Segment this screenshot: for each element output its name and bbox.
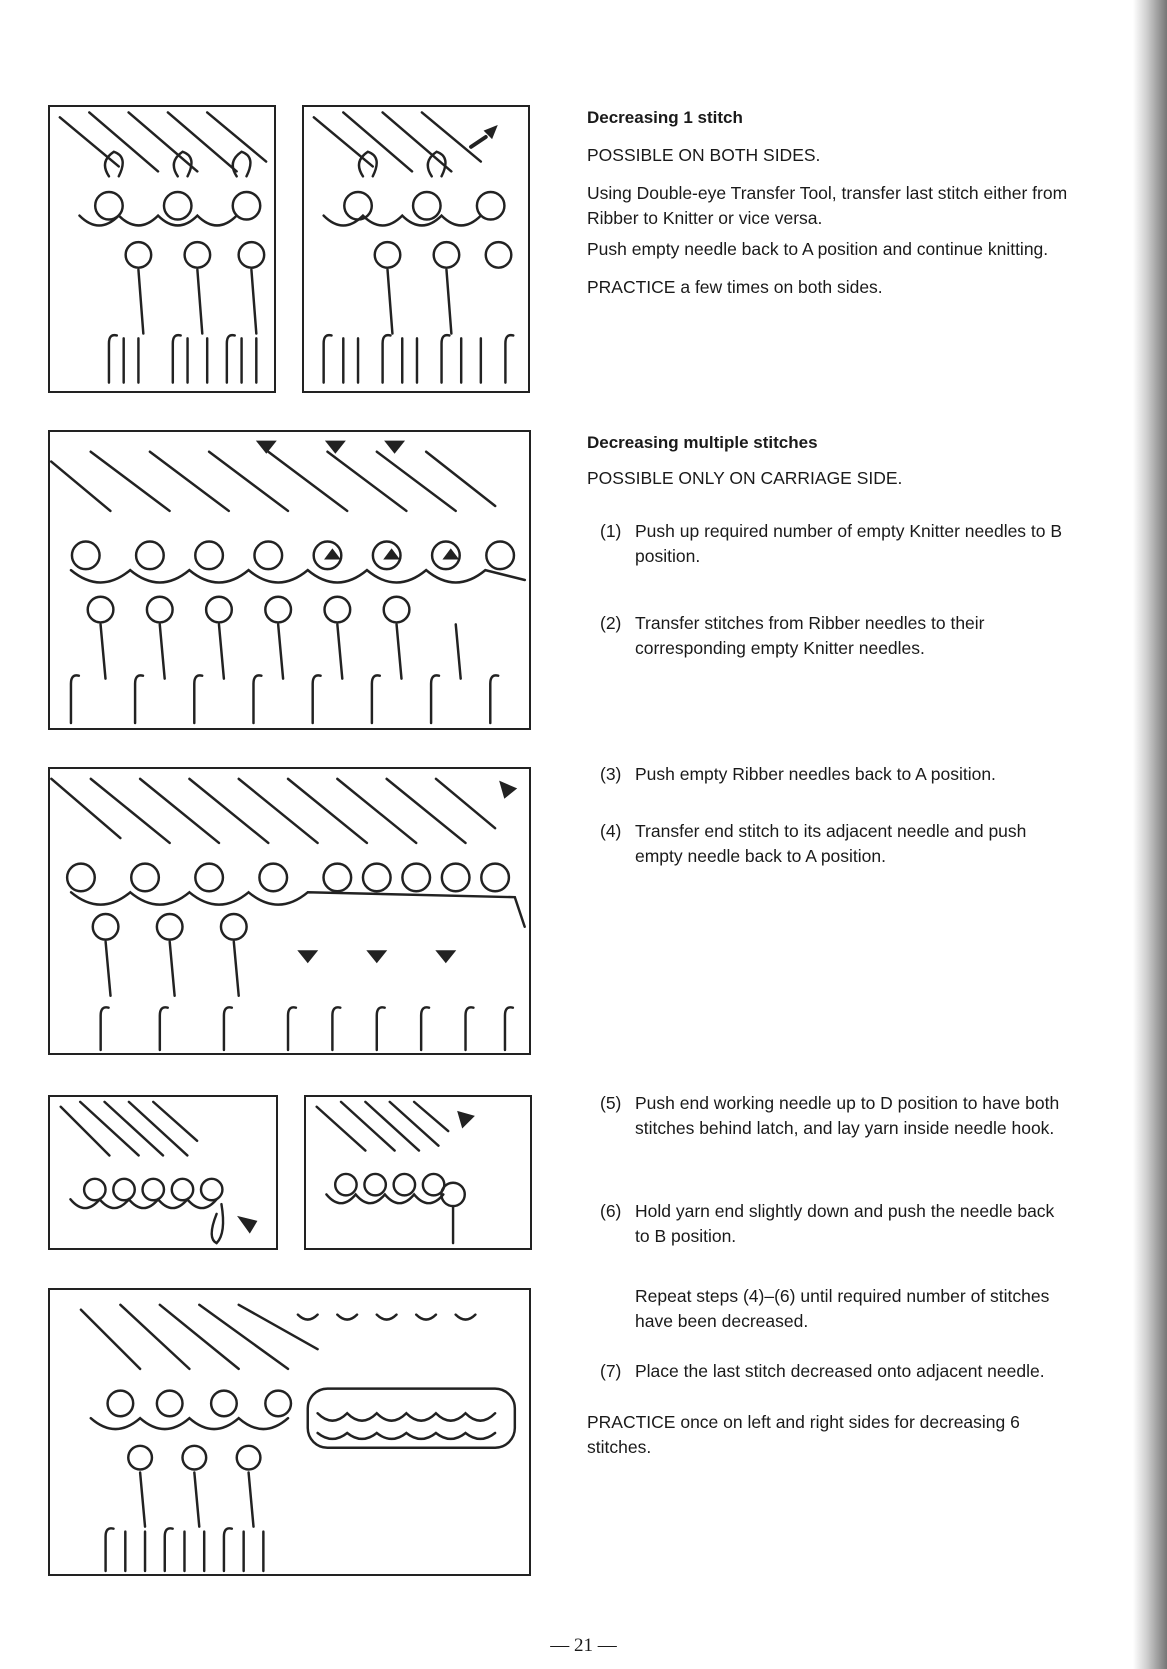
repeat-note — [600, 1284, 1072, 1334]
section-decreasing-multiple-stitches — [587, 430, 1072, 491]
repeat-note-text: Repeat steps (4)–(6) until required number of stitches have been decreased. — [635, 1286, 1050, 1331]
step-text: Push up required number of empty Knitter needles to B position. — [635, 521, 1063, 566]
knitting-illustration-icon — [306, 1097, 530, 1248]
step-number: (4) — [600, 821, 622, 841]
section1-para1: Using Double-eye Transfer Tool, transfer last stitch either from Ribber to Knitter or vice versa. — [587, 183, 1068, 228]
step-text: Transfer end stitch to its adjacent needle and push empty needle back to A position. — [635, 821, 1027, 866]
section1-para3: PRACTICE a few times on both sides. — [587, 277, 883, 297]
knitting-illustration-icon — [50, 432, 529, 728]
section1-subheading: POSSIBLE ON BOTH SIDES. — [587, 145, 821, 165]
step-text: Hold yarn end slightly down and push the needle back to B position. — [635, 1201, 1055, 1246]
step-7 — [600, 1359, 1072, 1384]
step-number: (1) — [600, 521, 622, 541]
step-text: Push empty Ribber needles back to A position. — [635, 764, 996, 784]
figure-decrease-multiple-step-1-2 — [48, 430, 531, 730]
page-edge-shadow — [1133, 0, 1167, 1669]
step-2 — [600, 611, 1072, 661]
section2-practice: PRACTICE once on left and right sides for decreasing 6 stitches. — [587, 1412, 1020, 1457]
section1-para2: Push empty needle back to A position and continue knitting. — [587, 239, 1049, 259]
section2-heading: Decreasing multiple stitches — [587, 433, 818, 452]
figure-decrease-step-7 — [48, 1288, 531, 1576]
step-text: Push end working needle up to D position to have both stitches behind latch, and lay yarn inside needle hook. — [635, 1093, 1060, 1138]
section-decreasing-1-stitch — [587, 105, 1072, 300]
step-number: (5) — [600, 1093, 622, 1113]
knitting-illustration-icon — [50, 107, 274, 391]
step-6 — [600, 1199, 1072, 1249]
step-number: (2) — [600, 613, 622, 633]
step-number: (7) — [600, 1361, 622, 1381]
step-4 — [600, 819, 1072, 869]
figure-decrease-1-knitter — [48, 105, 276, 393]
figure-decrease-step-5 — [48, 1095, 278, 1250]
section2-subheading: POSSIBLE ONLY ON CARRIAGE SIDE. — [587, 468, 903, 488]
step-text: Transfer stitches from Ribber needles to their corresponding empty Knitter needles. — [635, 613, 985, 658]
knitting-illustration-icon — [50, 1290, 529, 1574]
step-number: (6) — [600, 1201, 622, 1221]
figure-decrease-multiple-step-3-4 — [48, 767, 531, 1055]
knitting-illustration-icon — [50, 1097, 276, 1248]
step-1 — [600, 519, 1072, 569]
step-text: Place the last stitch decreased onto adjacent needle. — [635, 1361, 1045, 1381]
knitting-illustration-icon — [304, 107, 528, 391]
figure-decrease-1-ribber — [302, 105, 530, 393]
step-3 — [600, 762, 1072, 787]
figure-decrease-step-6 — [304, 1095, 532, 1250]
section1-heading: Decreasing 1 stitch — [587, 108, 743, 127]
step-number: (3) — [600, 764, 622, 784]
step-5 — [600, 1091, 1072, 1141]
knitting-illustration-icon — [50, 769, 529, 1053]
page-number: — 21 — — [550, 1635, 617, 1656]
